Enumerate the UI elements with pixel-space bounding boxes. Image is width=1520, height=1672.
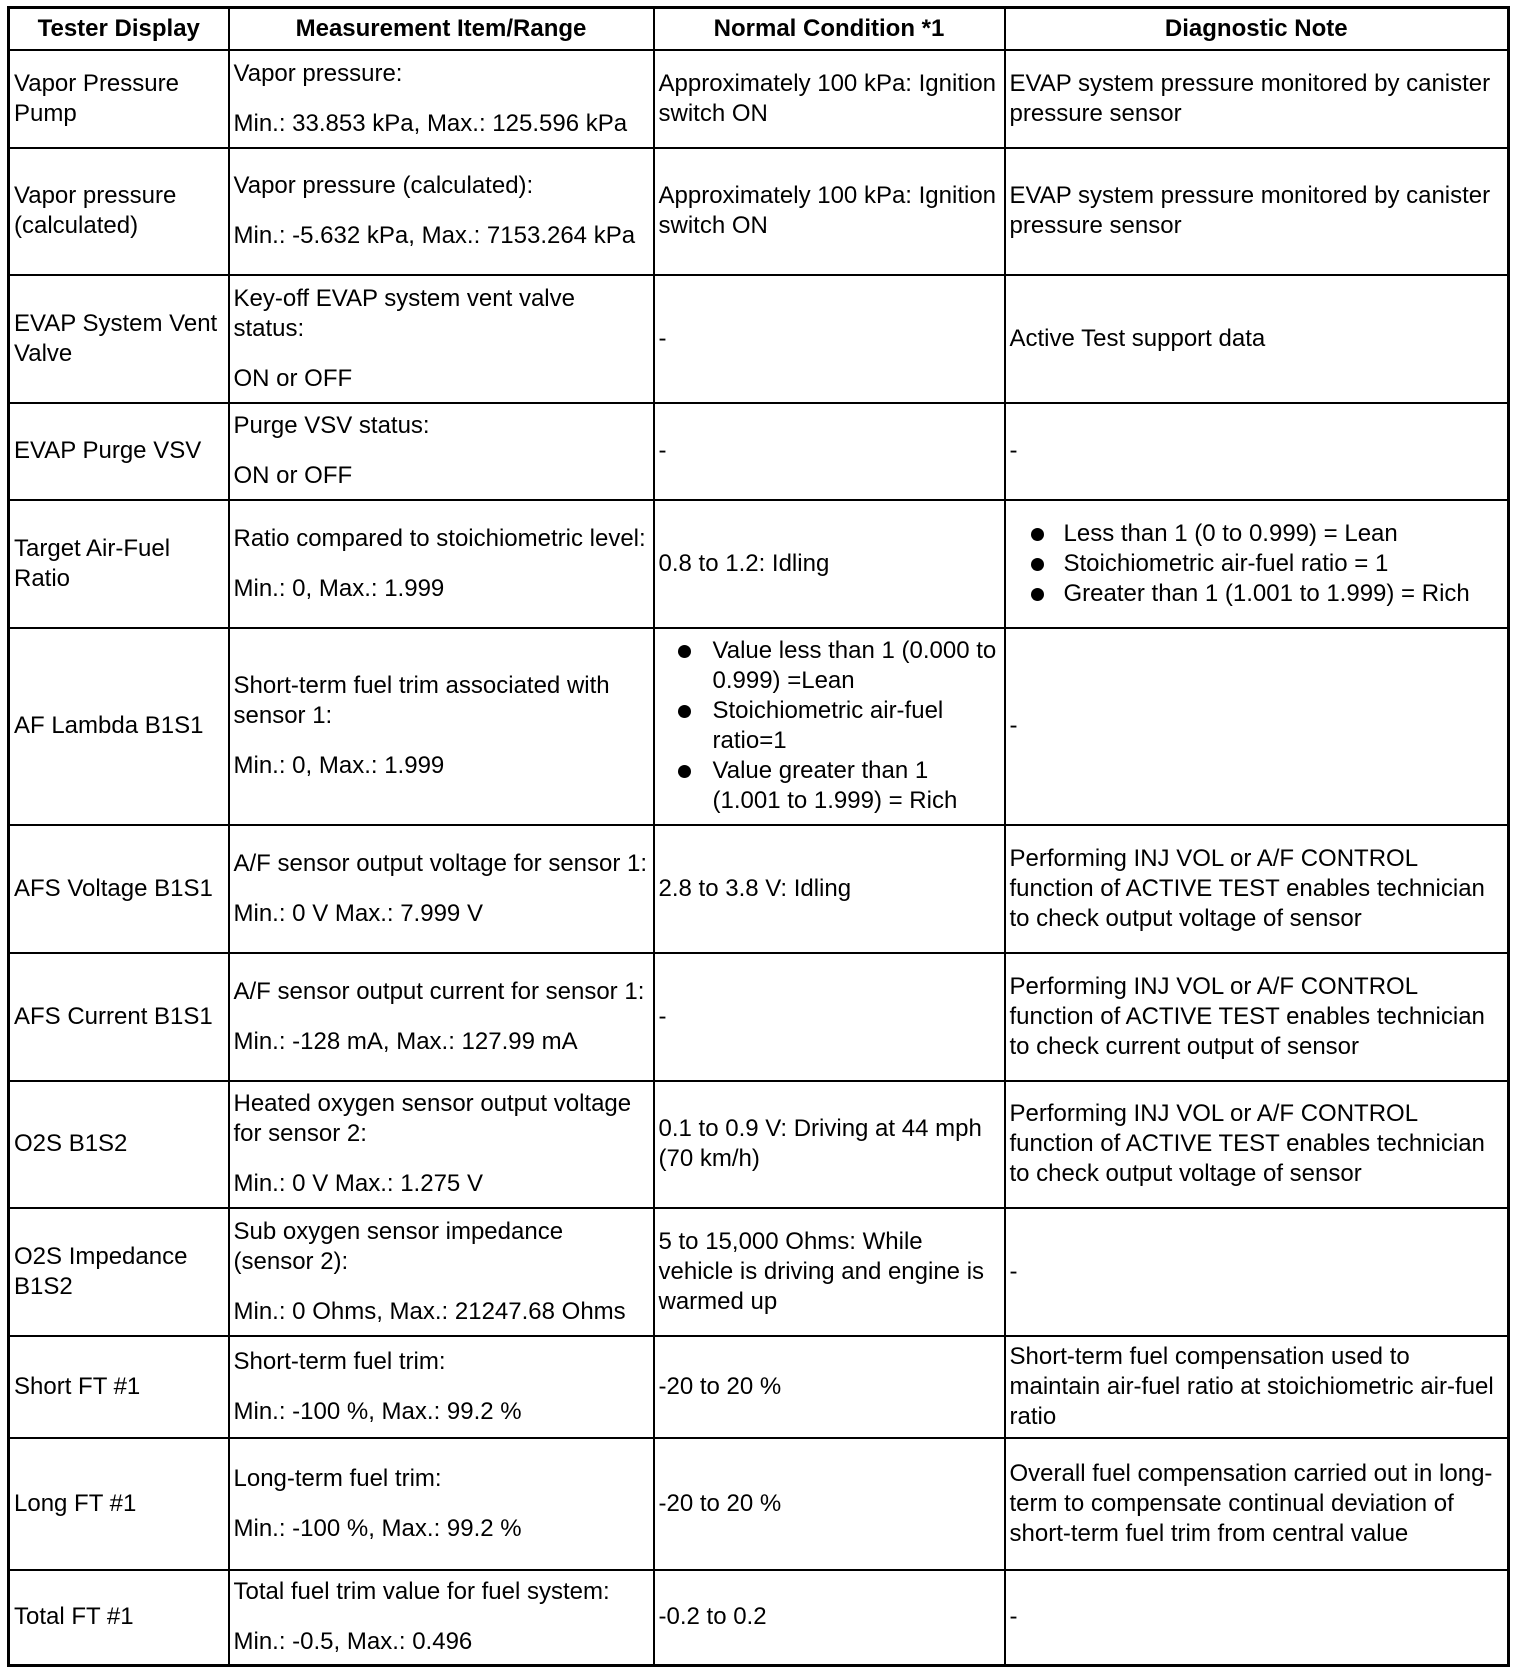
measurement-item: Sub oxygen sensor impedance (sensor 2): bbox=[233, 1217, 564, 1275]
measurement-cell bbox=[229, 1336, 654, 1438]
diagnostic-note-cell: Performing INJ VOL or A/F CONTROL function of ACTIVE TEST enables technician to check output voltage of sensor bbox=[1005, 1081, 1509, 1208]
measurement-range: Min.: -5.632 kPa, Max.: 7153.264 kPa bbox=[233, 222, 636, 249]
measurement-range: Min.: 0, Max.: 1.999 bbox=[233, 574, 445, 602]
measurement-range: Min.: 0 V Max.: 1.275 V bbox=[233, 1170, 483, 1197]
diagnostic-note-cell: - bbox=[1005, 1570, 1509, 1666]
diagnostic-note-cell: Overall fuel compensation carried out in long-term to compensate continual deviation of short-term fuel trim from central value bbox=[1005, 1438, 1509, 1570]
table-row bbox=[9, 1570, 1509, 1666]
list-item: Stoichiometric air-fuel ratio=1 bbox=[713, 696, 1000, 756]
normal-condition-cell: Approximately 100 kPa: Ignition switch ON bbox=[654, 50, 1005, 148]
table-row bbox=[9, 1336, 1509, 1438]
measurement-cell bbox=[229, 275, 654, 403]
normal-condition-cell: 5 to 15,000 Ohms: While vehicle is driving and engine is warmed up bbox=[654, 1208, 1005, 1336]
tester-display-cell: AF Lambda B1S1 bbox=[9, 628, 229, 825]
header-measurement-item: Measurement Item/Range bbox=[229, 8, 654, 50]
tester-display-cell: Target Air-Fuel Ratio bbox=[9, 500, 229, 628]
measurement-cell bbox=[229, 148, 654, 275]
measurement-cell bbox=[229, 1208, 654, 1336]
measurement-cell bbox=[229, 953, 654, 1081]
measurement-item: Heated oxygen sensor output voltage for sensor 2: bbox=[233, 1090, 632, 1147]
diagnostic-note-cell: - bbox=[1005, 628, 1509, 825]
diagnostic-data-sheet bbox=[7, 6, 1507, 1662]
normal-condition-cell: - bbox=[654, 403, 1005, 500]
measurement-item: Ratio compared to stoichiometric level: bbox=[233, 524, 646, 552]
measurement-range: Min.: -0.5, Max.: 0.496 bbox=[233, 1628, 473, 1656]
table-row bbox=[9, 148, 1509, 275]
measurement-item: A/F sensor output current for sensor 1: bbox=[233, 977, 645, 1005]
measurement-range: Min.: -128 mA, Max.: 127.99 mA bbox=[233, 1027, 578, 1055]
tester-display-cell: O2S B1S2 bbox=[9, 1081, 229, 1208]
header-diagnostic-note: Diagnostic Note bbox=[1005, 8, 1509, 50]
header-normal-condition: Normal Condition *1 bbox=[654, 8, 1005, 50]
measurement-item: A/F sensor output voltage for sensor 1: bbox=[233, 849, 648, 877]
measurement-cell bbox=[229, 403, 654, 500]
diagnostic-note-cell: Performing INJ VOL or A/F CONTROL function of ACTIVE TEST enables technician to check current output of sensor bbox=[1005, 953, 1509, 1081]
normal-condition-cell: -0.2 to 0.2 bbox=[654, 1570, 1005, 1666]
list-item: Less than 1 (0 to 0.999) = Lean bbox=[1064, 519, 1504, 549]
diagnostic-note-cell: EVAP system pressure monitored by canister pressure sensor bbox=[1005, 148, 1509, 275]
measurement-item: Short-term fuel trim associated with sensor 1: bbox=[233, 672, 610, 729]
diagnostic-note-cell: EVAP system pressure monitored by canister pressure sensor bbox=[1005, 50, 1509, 148]
measurement-range: Min.: 33.853 kPa, Max.: 125.596 kPa bbox=[233, 109, 628, 137]
tester-display-cell: Total FT #1 bbox=[9, 1570, 229, 1666]
normal-condition-cell: 2.8 to 3.8 V: Idling bbox=[654, 825, 1005, 953]
tester-display-cell: Vapor Pressure Pump bbox=[9, 50, 229, 148]
tester-display-cell: Long FT #1 bbox=[9, 1438, 229, 1570]
measurement-item: Vapor pressure (calculated): bbox=[233, 172, 534, 199]
diagnostic-note-cell: Active Test support data bbox=[1005, 275, 1509, 403]
measurement-item: Key-off EVAP system vent valve status: bbox=[233, 284, 575, 342]
measurement-range: Min.: 0 Ohms, Max.: 21247.68 Ohms bbox=[233, 1297, 626, 1325]
measurement-item: Short-term fuel trim: bbox=[233, 1347, 446, 1375]
measurement-item: Total fuel trim value for fuel system: bbox=[233, 1578, 610, 1606]
table-row bbox=[9, 1438, 1509, 1570]
measurement-item: Long-term fuel trim: bbox=[233, 1464, 442, 1492]
measurement-item: Purge VSV status: bbox=[233, 412, 430, 439]
table-row bbox=[9, 1208, 1509, 1336]
measurement-cell bbox=[229, 1081, 654, 1208]
table-row bbox=[9, 500, 1509, 628]
measurement-cell bbox=[229, 1438, 654, 1570]
measurement-range: Min.: 0 V Max.: 7.999 V bbox=[233, 899, 483, 927]
list-item: Value less than 1 (0.000 to 0.999) =Lean bbox=[713, 636, 1000, 696]
diagnostic-note-cell: - bbox=[1005, 1208, 1509, 1336]
tester-display-cell: EVAP System Vent Valve bbox=[9, 275, 229, 403]
normal-condition-cell: -20 to 20 % bbox=[654, 1336, 1005, 1438]
diagnostic-note-cell: Short-term fuel compensation used to maintain air-fuel ratio at stoichiometric air-fuel ratio bbox=[1005, 1336, 1509, 1438]
measurement-cell bbox=[229, 50, 654, 148]
tester-display-cell: AFS Voltage B1S1 bbox=[9, 825, 229, 953]
normal-condition-cell: 0.8 to 1.2: Idling bbox=[654, 500, 1005, 628]
header-tester-display: Tester Display bbox=[9, 8, 229, 50]
diagnostic-note-cell: - bbox=[1005, 403, 1509, 500]
normal-bullet-list bbox=[659, 636, 1000, 816]
table-row bbox=[9, 275, 1509, 403]
tester-display-cell: Short FT #1 bbox=[9, 1336, 229, 1438]
table-row bbox=[9, 403, 1509, 500]
normal-condition-cell: - bbox=[654, 953, 1005, 1081]
measurement-cell bbox=[229, 1570, 654, 1666]
measurement-cell bbox=[229, 825, 654, 953]
note-bullet-list bbox=[1010, 519, 1504, 609]
normal-condition-cell bbox=[654, 628, 1005, 825]
tester-display-cell: AFS Current B1S1 bbox=[9, 953, 229, 1081]
list-item: Stoichiometric air-fuel ratio = 1 bbox=[1064, 549, 1504, 579]
measurement-cell bbox=[229, 500, 654, 628]
normal-condition-cell: -20 to 20 % bbox=[654, 1438, 1005, 1570]
table-row bbox=[9, 825, 1509, 953]
table-row bbox=[9, 628, 1509, 825]
table-row bbox=[9, 50, 1509, 148]
tester-display-cell: O2S Impedance B1S2 bbox=[9, 1208, 229, 1336]
measurement-range: Min.: -100 %, Max.: 99.2 % bbox=[233, 1514, 522, 1542]
list-item: Greater than 1 (1.001 to 1.999) = Rich bbox=[1064, 579, 1504, 609]
list-item: Value greater than 1 (1.001 to 1.999) = Rich bbox=[713, 756, 1000, 816]
tester-display-cell: Vapor pressure (calculated) bbox=[9, 148, 229, 275]
table-header-row bbox=[9, 8, 1509, 50]
data-list-table bbox=[7, 6, 1510, 1667]
measurement-range: ON or OFF bbox=[233, 462, 353, 489]
measurement-range: ON or OFF bbox=[233, 364, 353, 392]
diagnostic-note-cell: Performing INJ VOL or A/F CONTROL function of ACTIVE TEST enables technician to check output voltage of sensor bbox=[1005, 825, 1509, 953]
measurement-range: Min.: -100 %, Max.: 99.2 % bbox=[233, 1397, 522, 1425]
measurement-range: Min.: 0, Max.: 1.999 bbox=[233, 752, 445, 779]
measurement-cell bbox=[229, 628, 654, 825]
table-row bbox=[9, 1081, 1509, 1208]
normal-condition-cell: Approximately 100 kPa: Ignition switch ON bbox=[654, 148, 1005, 275]
diagnostic-note-cell bbox=[1005, 500, 1509, 628]
normal-condition-cell: 0.1 to 0.9 V: Driving at 44 mph (70 km/h) bbox=[654, 1081, 1005, 1208]
tester-display-cell: EVAP Purge VSV bbox=[9, 403, 229, 500]
normal-condition-cell: - bbox=[654, 275, 1005, 403]
measurement-item: Vapor pressure: bbox=[233, 59, 403, 87]
table-row bbox=[9, 953, 1509, 1081]
